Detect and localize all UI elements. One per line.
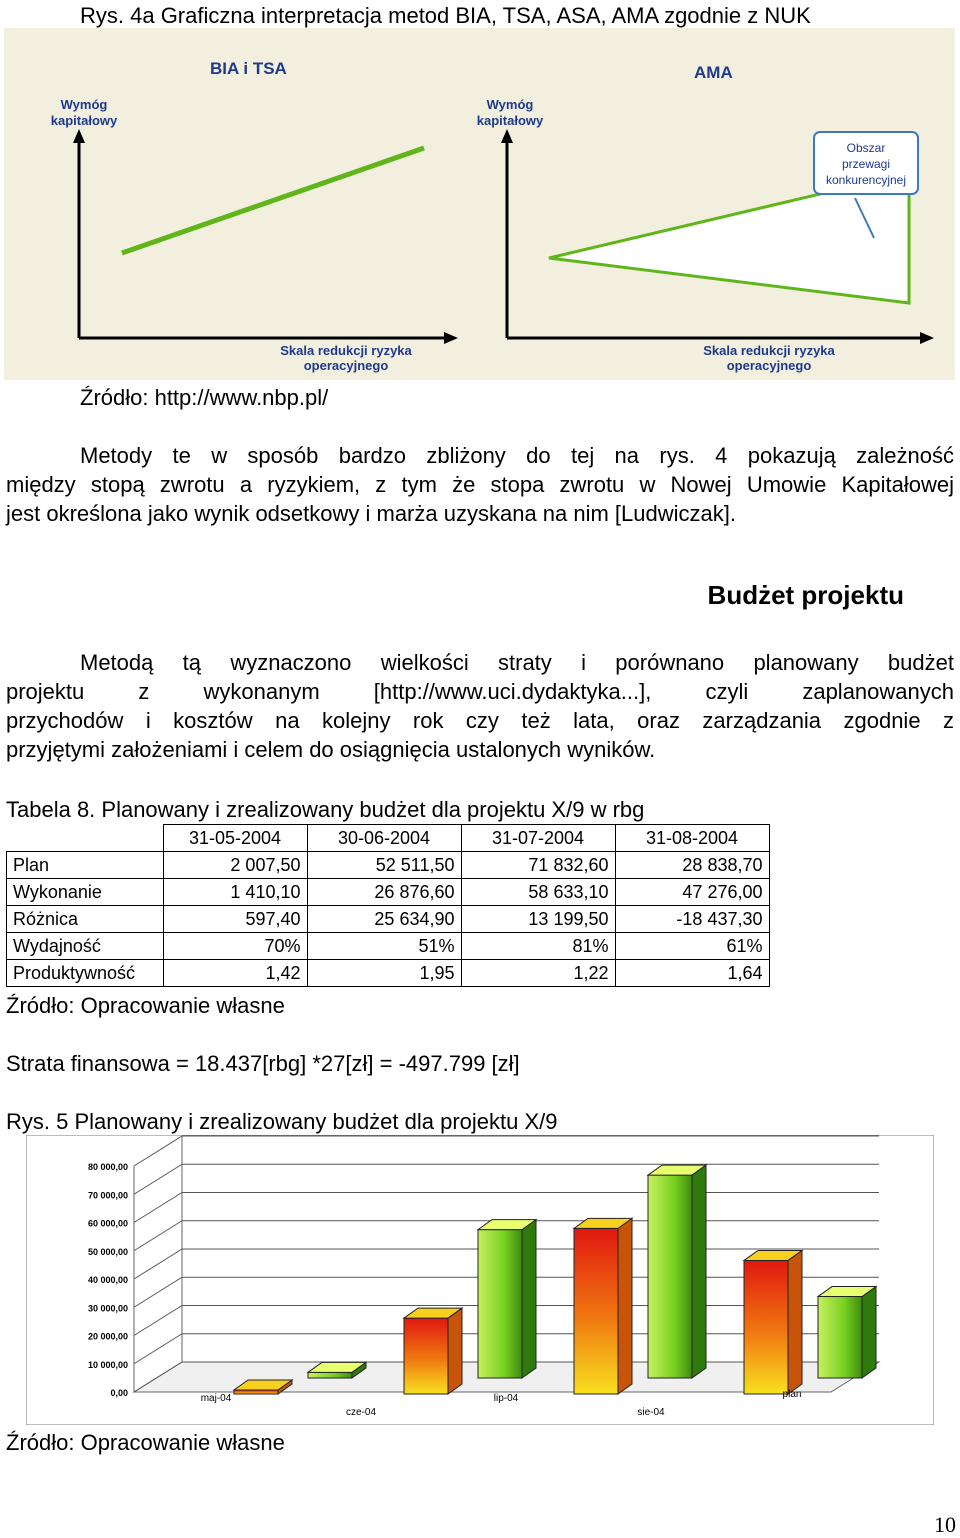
chart-y-tick-label: 60 000,00 <box>87 1218 128 1229</box>
panel-bia-tsa-ylabel-1: Wymóg <box>60 97 108 112</box>
chart-x-tick-label: cze-04 <box>345 1407 377 1418</box>
budget-table <box>6 824 770 987</box>
table-row-label: Produktywność <box>7 960 164 987</box>
table-cell: 26 876,60 <box>307 879 461 906</box>
paragraph-budget <box>6 648 954 764</box>
paragraph-methods-line-2: między stopą zwrotu a ryzykiem, z tym że stopa zwrotu w Nowej Umowie Kapitałowej <box>6 472 954 497</box>
loss-formula: Strata finansowa = 18.437[rbg] *27[zł] = -497.799 [zł] <box>6 1051 520 1076</box>
table-cell: 13 199,50 <box>461 906 615 933</box>
panel-bia-tsa-xlabel-2: operacyjnego <box>303 358 389 373</box>
paragraph-budget-line-3: przychodów i kosztów na kolejny rok czy też lata, oraz zarządzania zgodnie z <box>6 708 954 733</box>
table-cell: 28 838,70 <box>615 852 769 879</box>
table-cell: -18 437,30 <box>615 906 769 933</box>
chart-y-tick-label: 20 000,00 <box>87 1331 128 1342</box>
table-row-label: Wykonanie <box>7 879 164 906</box>
chart-y-tick-label: 30 000,00 <box>87 1303 128 1314</box>
chart-bar-series-2 <box>404 1308 462 1394</box>
table-cell: 51% <box>307 933 461 960</box>
chart-bar-plan-front <box>818 1297 862 1378</box>
chart-bar-plan-side <box>862 1287 876 1378</box>
chart-y-tick-label: 40 000,00 <box>87 1275 128 1285</box>
chart-bar-plan <box>818 1287 876 1378</box>
table-cell: 1,22 <box>461 960 615 987</box>
table-col-header: 31-08-2004 <box>615 825 769 852</box>
chart-bar-plan-side <box>522 1220 536 1378</box>
figure-5-caption: Rys. 5 Planowany i zrealizowany budżet dla projektu X/9 <box>6 1109 558 1134</box>
panel-ama-xlabel-1: Skala redukcji ryzyka <box>703 343 835 358</box>
figure-4-diagram <box>4 28 955 380</box>
panel-ama-ylabel-2: kapitałowy <box>476 113 544 128</box>
table-col-header: 31-07-2004 <box>461 825 615 852</box>
paragraph-methods-line-1: Metody te w sposób bardzo zbliżony do tej na rys. 4 pokazują zależność <box>80 443 954 468</box>
panel-bia-tsa-ylabel-2: kapitałowy <box>50 113 118 128</box>
chart-bar-plan <box>648 1165 706 1378</box>
chart-bar-series-2-front <box>744 1260 788 1394</box>
section-heading: Budżet projektu <box>707 580 904 610</box>
table-cell: 25 634,90 <box>307 906 461 933</box>
chart-bar-series-2-side <box>618 1218 632 1394</box>
table-cell: 58 633,10 <box>461 879 615 906</box>
table-row-label: Plan <box>7 852 164 879</box>
table-8-source: Źródło: Opracowanie własne <box>6 993 285 1018</box>
table-row-label: Różnica <box>7 906 164 933</box>
page-number: 10 <box>934 1512 956 1537</box>
chart-x-tick-label: maj-04 <box>200 1393 232 1404</box>
chart-y-tick-label: 0,00 <box>110 1388 128 1398</box>
chart-x-tick-label: sie-04 <box>637 1407 665 1418</box>
chart-bar-series-2 <box>574 1218 632 1394</box>
table-cell: 1 410,10 <box>163 879 307 906</box>
chart-y-tick-label: 50 000,00 <box>87 1246 128 1257</box>
panel-ama-ylabel-1: Wymóg <box>486 97 534 112</box>
table-cell: 61% <box>615 933 769 960</box>
chart-y-tick-label: 80 000,00 <box>87 1162 128 1172</box>
chart-bar-plan-front <box>478 1230 522 1378</box>
table-cell: 1,42 <box>163 960 307 987</box>
table-cell: 2 007,50 <box>163 852 307 879</box>
table-cell: 52 511,50 <box>307 852 461 879</box>
table-cell: 71 832,60 <box>461 852 615 879</box>
table-row <box>7 960 770 987</box>
table-col-header: 31-05-2004 <box>163 825 307 852</box>
chart-bar-plan-front <box>648 1175 692 1378</box>
table-row <box>7 933 770 960</box>
table-header-row <box>7 825 770 852</box>
table-cell: 47 276,00 <box>615 879 769 906</box>
panel-ama-callout-1: Obszar <box>846 141 886 155</box>
table-cell: 597,40 <box>163 906 307 933</box>
table-row <box>7 852 770 879</box>
panel-ama-callout-3: konkurencyjnej <box>825 173 907 187</box>
panel-ama-title: AMA <box>694 63 733 82</box>
chart-series-label: plan <box>782 1389 802 1400</box>
chart-bar-series-2-front <box>404 1318 448 1394</box>
budget-bar-chart <box>26 1135 934 1425</box>
table-row <box>7 906 770 933</box>
table-cell: 1,64 <box>615 960 769 987</box>
table-cell: 81% <box>461 933 615 960</box>
chart-x-tick-label: lip-04 <box>493 1393 519 1404</box>
figure-4-source: Źródło: http://www.nbp.pl/ <box>80 385 329 410</box>
panel-bia-tsa-title: BIA i TSA <box>210 59 287 78</box>
table-row-label: Wydajność <box>7 933 164 960</box>
chart-bar-plan <box>478 1220 536 1378</box>
chart-y-tick-label: 70 000,00 <box>87 1190 128 1201</box>
chart-bar-series-2-side <box>448 1308 462 1394</box>
table-col-header: 30-06-2004 <box>307 825 461 852</box>
paragraph-methods-line-3: jest określona jako wynik odsetkowy i marża uzyskana na nim [Ludwiczak]. <box>6 501 736 526</box>
figure-5-source: Źródło: Opracowanie własne <box>6 1430 285 1455</box>
panel-ama-xlabel-2: operacyjnego <box>726 358 812 373</box>
panel-ama-callout-2: przewagi <box>841 157 891 171</box>
panel-bia-tsa-xlabel-1: Skala redukcji ryzyka <box>280 343 412 358</box>
table-8-caption: Tabela 8. Planowany i zrealizowany budżet dla projektu X/9 w rbg <box>6 797 645 822</box>
paragraph-budget-line-4: przyjętymi założeniami i celem do osiągnięcia ustalonych wyników. <box>6 737 656 762</box>
chart-bar-series-2-front <box>234 1390 278 1394</box>
table-cell: 70% <box>163 933 307 960</box>
figure-4-caption: Rys. 4a Graficzna interpretacja metod BIA, TSA, ASA, AMA zgodnie z NUK <box>80 3 811 28</box>
chart-y-tick-label: 10 000,00 <box>87 1359 128 1370</box>
chart-bar-series-2 <box>744 1250 802 1394</box>
figure-5-chart <box>26 1135 934 1425</box>
table-row <box>7 879 770 906</box>
chart-bar-series-2-front <box>574 1228 618 1394</box>
chart-bar-plan-side <box>692 1165 706 1378</box>
table-cell: 1,95 <box>307 960 461 987</box>
chart-bar-series-2-side <box>788 1250 802 1394</box>
chart-bar-plan-front <box>308 1372 352 1378</box>
paragraph-budget-line-1: Metodą tą wyznaczono wielkości straty i porównano planowany budżet <box>80 650 954 675</box>
paragraph-methods <box>6 441 954 528</box>
table-corner-cell <box>7 825 164 852</box>
paragraph-budget-line-2: projektu z wykonanym [http://www.uci.dydaktyka...], czyli zaplanowanych <box>6 679 954 704</box>
